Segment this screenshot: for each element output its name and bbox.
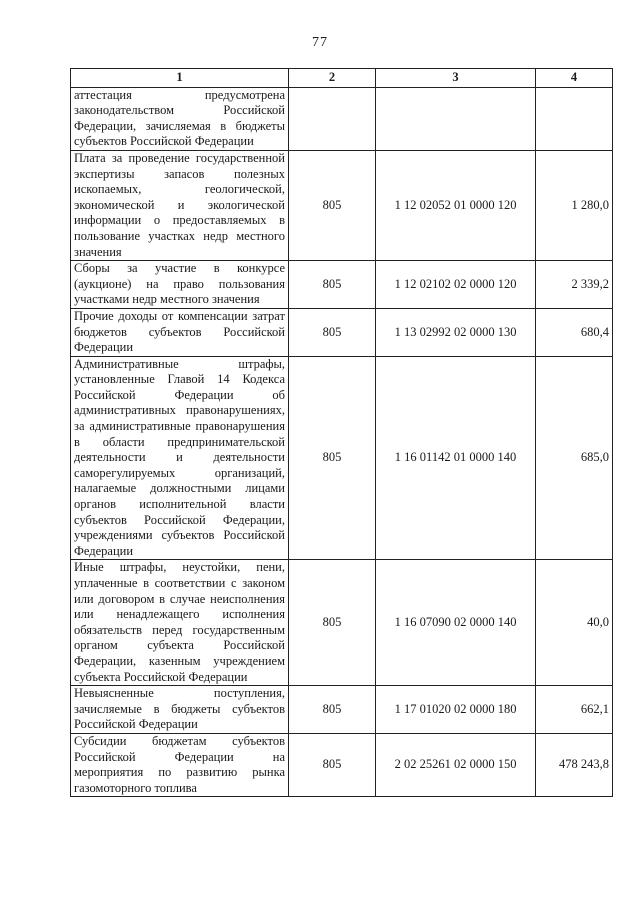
amount-cell: 662,1 bbox=[536, 686, 613, 734]
revenue-name-cell: Прочие доходы от компенсации затрат бюджетов субъектов Российской Федерации bbox=[71, 308, 289, 356]
admin-code-cell: 805 bbox=[289, 150, 376, 260]
admin-code-cell: 805 bbox=[289, 733, 376, 796]
budget-code-cell: 1 16 01142 01 0000 140 bbox=[376, 356, 536, 560]
column-header-2: 2 bbox=[289, 69, 376, 88]
budget-code-cell: 1 12 02052 01 0000 120 bbox=[376, 150, 536, 260]
table-row bbox=[71, 150, 613, 260]
amount-cell: 40,0 bbox=[536, 560, 613, 686]
budget-code-cell: 1 13 02992 02 0000 130 bbox=[376, 308, 536, 356]
budget-code-cell: 2 02 25261 02 0000 150 bbox=[376, 733, 536, 796]
column-header-4: 4 bbox=[536, 69, 613, 88]
admin-code-cell: 805 bbox=[289, 686, 376, 734]
revenue-name-cell: Невыясненные поступления, зачисляемые в бюджеты субъектов Российской Федерации bbox=[71, 686, 289, 734]
budget-code-cell: 1 16 07090 02 0000 140 bbox=[376, 560, 536, 686]
table-row bbox=[71, 261, 613, 309]
table-header-row bbox=[71, 69, 613, 88]
amount-cell: 680,4 bbox=[536, 308, 613, 356]
revenue-name-cell: Сборы за участие в конкурсе (аукционе) на право пользования участками недр местного значения bbox=[71, 261, 289, 309]
table-row bbox=[71, 87, 613, 150]
amount-cell bbox=[536, 87, 613, 150]
revenue-table bbox=[70, 68, 613, 797]
table-row bbox=[71, 686, 613, 734]
revenue-name-cell: Плата за проведение государственной экспертизы запасов полезных ископаемых, геологической, экономической и экологической информации о предоставляемых в пользование участках недр местного значения bbox=[71, 150, 289, 260]
page-number: 77 bbox=[312, 35, 328, 50]
column-header-1: 1 bbox=[71, 69, 289, 88]
budget-code-cell: 1 12 02102 02 0000 120 bbox=[376, 261, 536, 309]
admin-code-cell: 805 bbox=[289, 356, 376, 560]
admin-code-cell: 805 bbox=[289, 308, 376, 356]
admin-code-cell: 805 bbox=[289, 560, 376, 686]
revenue-name-cell: Субсидии бюджетам субъектов Российской Федерации на мероприятия по развитию рынка газомоторного топлива bbox=[71, 733, 289, 796]
amount-cell: 478 243,8 bbox=[536, 733, 613, 796]
admin-code-cell: 805 bbox=[289, 261, 376, 309]
revenue-name-cell: аттестация предусмотрена законодательством Российской Федерации, зачисляемая в бюджеты субъектов Российской Федерации bbox=[71, 87, 289, 150]
table-row bbox=[71, 308, 613, 356]
table-row bbox=[71, 733, 613, 796]
revenue-name-cell: Иные штрафы, неустойки, пени, уплаченные в соответствии с законом или договором в случае неисполнения или ненадлежащего исполнения обязательств перед государственным органом субъекта Российской Федерации, казенным учреждением субъекта Российской Федерации bbox=[71, 560, 289, 686]
amount-cell: 685,0 bbox=[536, 356, 613, 560]
table-row bbox=[71, 560, 613, 686]
revenue-name-cell: Административные штрафы, установленные Главой 14 Кодекса Российской Федерации об административных правонарушениях, за административные правонарушения в области предпринимательской деятельности и деятельности саморегулируемых организаций, налагаемые должностными лицами органов исполнительной власти субъектов Российской Федерации, учреждениями субъектов Российской Федерации bbox=[71, 356, 289, 560]
admin-code-cell bbox=[289, 87, 376, 150]
amount-cell: 2 339,2 bbox=[536, 261, 613, 309]
table-row bbox=[71, 356, 613, 560]
column-header-3: 3 bbox=[376, 69, 536, 88]
amount-cell: 1 280,0 bbox=[536, 150, 613, 260]
budget-code-cell bbox=[376, 87, 536, 150]
budget-code-cell: 1 17 01020 02 0000 180 bbox=[376, 686, 536, 734]
